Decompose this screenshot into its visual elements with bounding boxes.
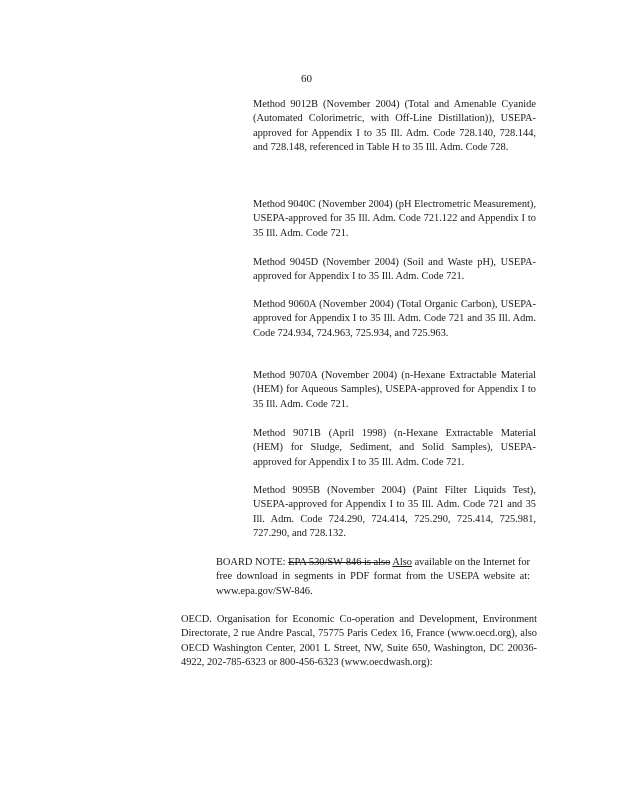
method-9040c: Method 9040C (November 2004) (pH Electrometric Measurement), USEPA-approved for 35 Ill. Adm. Code 721.122 and Appendix I to 35 Ill. Adm. Code 721. — [253, 199, 536, 239]
page-number: 60 — [301, 73, 312, 85]
method-9070a: Method 9070A (November 2004) (n-Hexane Extractable Material (HEM) for Aqueous Samples), USEPA-approved for Appendix I to 35 Ill. Adm. Code 721. — [253, 370, 536, 410]
method-9071b: Method 9071B (April 1998) (n-Hexane Extractable Material (HEM) for Sludge, Sediment, and Solid Samples), USEPA-approved for Appendix I to 35 Ill. Adm. Code 721. — [253, 428, 536, 468]
method-9012b: Method 9012B (November 2004) (Total and Amenable Cyanide (Automated Colorimetric, with Off-Line Distillation)), USEPA-approved for Appendix I to 35 Ill. Adm. Code 728.140, 728.144, and 728.148, referenced in Table H to 35 Ill. Adm. Code 728. — [253, 99, 536, 153]
board-note — [216, 556, 530, 599]
board-note-inserted-text: Also — [392, 557, 412, 568]
board-note-body: available on the Internet for free download in segments in PDF format from the USEPA website at: www.epa.gov/SW-846. — [216, 557, 530, 597]
oecd-reference: OECD. Organisation for Economic Co-operation and Development, Environment Directorate, 2 rue Andre Pascal, 75775 Paris Cedex 16, France (www.oecd.org), also OECD Washington Center, 2001 L Street, NW, Suite 650, Washington, DC 20036-4922, 202-785-6323 or 800-456-6323 (www.oecdwash.org): — [181, 614, 537, 668]
board-note-struck-text: EPA 530/SW-846 is also — [288, 557, 391, 568]
method-9045d: Method 9045D (November 2004) (Soil and Waste pH), USEPA-approved for Appendix I to 35 Ill. Adm. Code 721. — [253, 257, 536, 283]
board-note-label: BOARD NOTE: — [216, 557, 289, 568]
method-9060a: Method 9060A (November 2004) (Total Organic Carbon), USEPA-approved for Appendix I to 35 Ill. Adm. Code 721 and 35 Ill. Adm. Code 724.934, 724.963, 725.934, and 725.963. — [253, 299, 536, 339]
method-9095b: Method 9095B (November 2004) (Paint Filter Liquids Test), USEPA-approved for Appendix I to 35 Ill. Adm. Code 721 and 35 Ill. Adm. Code 724.290, 724.414, 725.290, 725.414, 725.981, 727.290, and 728.132. — [253, 485, 536, 539]
